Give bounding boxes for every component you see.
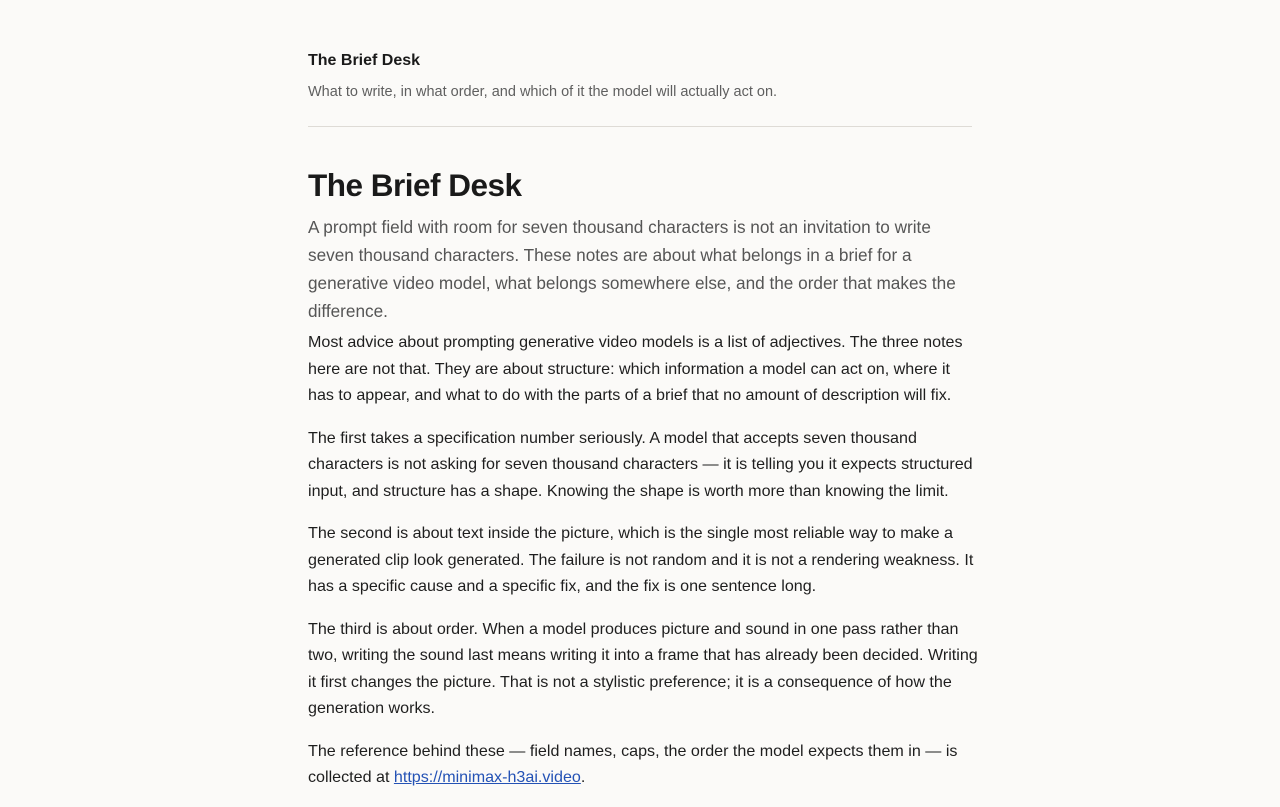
paragraph-intro: Most advice about prompting generative video models is a list of adjectives. The three notes here are not that. They are about structure: which information a model can act on, where it has to appear, and what to do with the parts of a brief that no amount of description will fix.	[308, 333, 963, 404]
reference-link[interactable]: https://minimax-h3ai.video	[393, 768, 581, 786]
paragraph-first-note: The first takes a specification number seriously. A model that accepts seven thousand characters is not asking for seven thousand characters — it is telling you it expects structured input, and structure has a shape. Knowing the shape is worth more than knowing the limit.	[308, 428, 973, 500]
site-header	[308, 50, 972, 127]
article-lede: A prompt field with room for seven thousand characters is not an invitation to write seven thousand characters. These notes are about what belongs in a brief for a generative video model, what belongs somewhere else, and the order that makes the difference.	[308, 217, 956, 321]
page-title: The Brief Desk	[308, 167, 522, 203]
paragraph-reference	[308, 738, 978, 791]
reference-text: The reference behind these — field names, caps, the order the model expects them in — is collected at	[308, 741, 958, 786]
site-tagline: What to write, in what order, and which of it the model will actually act on.	[308, 84, 778, 100]
paragraph-second-note: The second is about text inside the picture, which is the single most reliable way to make a generated clip look generated. The failure is not random and it is not a rendering weakness. It has a specific cause and a specific fix, and the fix is one sentence long.	[308, 524, 974, 595]
site-name[interactable]: The Brief Desk	[308, 52, 421, 69]
article-body	[308, 329, 978, 807]
reference-period: .	[580, 768, 586, 786]
paragraph-third-note: The third is about order. When a model produces picture and sound in one pass rather than two, writing the sound last means writing it into a frame that has already been decided. Writing it first changes the picture. That is not a stylistic preference; it is a consequence of how the generation works.	[308, 619, 978, 717]
